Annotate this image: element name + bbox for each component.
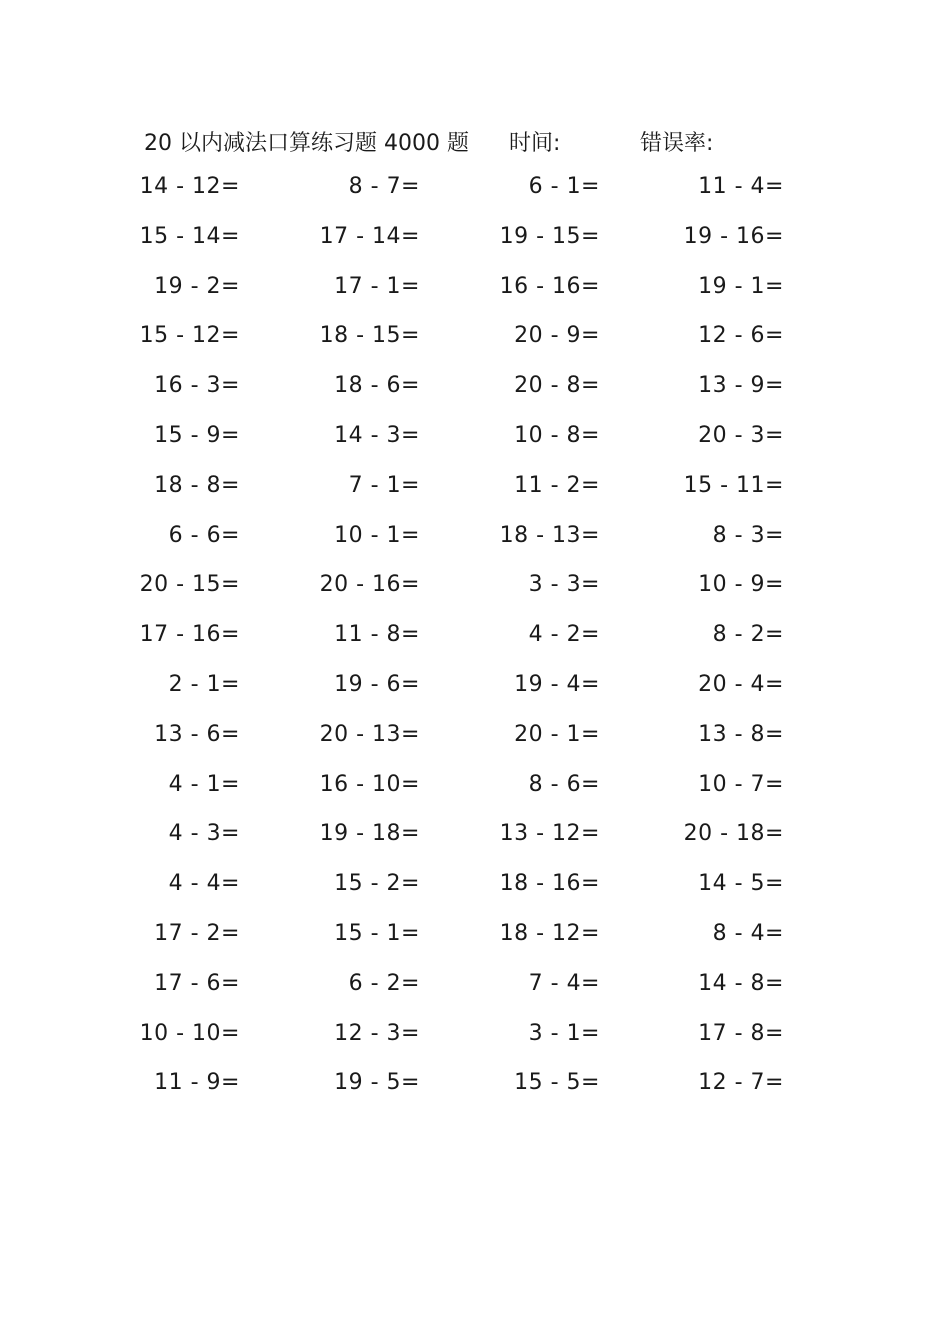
subtraction-problem: 11 - 9= — [154, 1070, 240, 1096]
subtraction-problem: 19 - 4= — [514, 671, 600, 697]
problem-row — [0, 722, 950, 772]
subtraction-problem: 17 - 8= — [698, 1020, 784, 1046]
subtraction-problem: 20 - 13= — [319, 721, 420, 747]
problem-row — [0, 274, 950, 324]
subtraction-problem: 4 - 4= — [168, 871, 240, 897]
subtraction-problem: 8 - 6= — [528, 771, 600, 797]
problem-row — [0, 622, 950, 672]
problem-row — [0, 921, 950, 971]
subtraction-problem: 14 - 12= — [139, 174, 240, 199]
subtraction-problem: 16 - 10= — [319, 771, 420, 797]
problem-row — [0, 821, 950, 871]
subtraction-problem: 17 - 16= — [139, 622, 240, 648]
subtraction-problem: 16 - 3= — [154, 373, 240, 399]
subtraction-problem: 20 - 8= — [514, 373, 600, 399]
subtraction-problem: 13 - 12= — [499, 821, 600, 847]
subtraction-problem: 7 - 1= — [348, 472, 420, 498]
problem-row — [0, 174, 950, 224]
subtraction-problem: 18 - 13= — [499, 522, 600, 548]
problem-row — [0, 523, 950, 573]
subtraction-problem: 20 - 15= — [139, 572, 240, 598]
subtraction-problem: 4 - 3= — [168, 821, 240, 847]
subtraction-problem: 18 - 8= — [154, 472, 240, 498]
subtraction-problem: 20 - 18= — [683, 821, 784, 847]
subtraction-problem: 20 - 1= — [514, 721, 600, 747]
subtraction-problem: 17 - 2= — [154, 920, 240, 946]
subtraction-problem: 15 - 9= — [154, 422, 240, 448]
subtraction-problem: 15 - 2= — [334, 871, 420, 897]
subtraction-problem: 15 - 14= — [139, 223, 240, 249]
subtraction-problem: 17 - 6= — [154, 970, 240, 996]
subtraction-problem: 17 - 14= — [319, 223, 420, 249]
subtraction-problem: 11 - 4= — [698, 174, 784, 199]
subtraction-problem: 15 - 5= — [514, 1070, 600, 1096]
subtraction-problem: 18 - 12= — [499, 920, 600, 946]
subtraction-problem: 19 - 15= — [499, 223, 600, 249]
problem-row — [0, 423, 950, 473]
subtraction-problem: 20 - 4= — [698, 671, 784, 697]
subtraction-problem: 6 - 1= — [528, 174, 600, 199]
subtraction-problem: 17 - 1= — [334, 273, 420, 299]
problem-row — [0, 871, 950, 921]
subtraction-problem: 11 - 2= — [514, 472, 600, 498]
subtraction-problem: 4 - 2= — [528, 622, 600, 648]
problem-row — [0, 672, 950, 722]
subtraction-problem: 19 - 5= — [334, 1070, 420, 1096]
subtraction-problem: 13 - 9= — [698, 373, 784, 399]
problem-row — [0, 373, 950, 423]
subtraction-problem: 20 - 16= — [319, 572, 420, 598]
subtraction-problem: 8 - 2= — [712, 622, 784, 648]
problem-row — [0, 572, 950, 622]
worksheet-header — [0, 126, 950, 160]
subtraction-problem: 12 - 7= — [698, 1070, 784, 1096]
subtraction-problem: 10 - 10= — [139, 1020, 240, 1046]
subtraction-problem: 14 - 8= — [698, 970, 784, 996]
subtraction-problem: 6 - 2= — [348, 970, 420, 996]
subtraction-problem: 19 - 2= — [154, 273, 240, 299]
worksheet-title: 20 以内减法口算练习题 4000 题 — [144, 131, 469, 156]
subtraction-problem: 8 - 7= — [348, 174, 420, 199]
problem-row — [0, 772, 950, 822]
subtraction-problem: 8 - 4= — [712, 920, 784, 946]
subtraction-problem: 19 - 6= — [334, 671, 420, 697]
subtraction-problem: 16 - 16= — [499, 273, 600, 299]
time-label: 时间: — [509, 131, 561, 156]
subtraction-problem: 3 - 3= — [528, 572, 600, 598]
subtraction-problem: 20 - 3= — [698, 422, 784, 448]
subtraction-problem: 14 - 3= — [334, 422, 420, 448]
subtraction-problem: 4 - 1= — [168, 771, 240, 797]
problem-row — [0, 971, 950, 1021]
subtraction-problem: 20 - 9= — [514, 323, 600, 349]
subtraction-problem: 3 - 1= — [528, 1020, 600, 1046]
subtraction-problem: 19 - 16= — [683, 223, 784, 249]
problem-row — [0, 1070, 950, 1120]
problem-row — [0, 473, 950, 523]
subtraction-problem: 13 - 8= — [698, 721, 784, 747]
subtraction-problem: 19 - 1= — [698, 273, 784, 299]
subtraction-problem: 11 - 8= — [334, 622, 420, 648]
problem-grid — [0, 174, 950, 1120]
subtraction-problem: 19 - 18= — [319, 821, 420, 847]
subtraction-problem: 8 - 3= — [712, 522, 784, 548]
problem-row — [0, 1021, 950, 1071]
subtraction-problem: 15 - 1= — [334, 920, 420, 946]
subtraction-problem: 18 - 16= — [499, 871, 600, 897]
subtraction-problem: 10 - 9= — [698, 572, 784, 598]
subtraction-problem: 18 - 15= — [319, 323, 420, 349]
problem-row — [0, 323, 950, 373]
subtraction-problem: 10 - 8= — [514, 422, 600, 448]
subtraction-problem: 12 - 3= — [334, 1020, 420, 1046]
subtraction-problem: 10 - 7= — [698, 771, 784, 797]
subtraction-problem: 18 - 6= — [334, 373, 420, 399]
subtraction-problem: 2 - 1= — [168, 671, 240, 697]
subtraction-problem: 12 - 6= — [698, 323, 784, 349]
subtraction-problem: 10 - 1= — [334, 522, 420, 548]
subtraction-problem: 7 - 4= — [528, 970, 600, 996]
error-rate-label: 错误率: — [640, 131, 714, 156]
subtraction-problem: 15 - 11= — [683, 472, 784, 498]
problem-row — [0, 224, 950, 274]
subtraction-problem: 13 - 6= — [154, 721, 240, 747]
subtraction-problem: 6 - 6= — [168, 522, 240, 548]
subtraction-problem: 14 - 5= — [698, 871, 784, 897]
subtraction-problem: 15 - 12= — [139, 323, 240, 349]
